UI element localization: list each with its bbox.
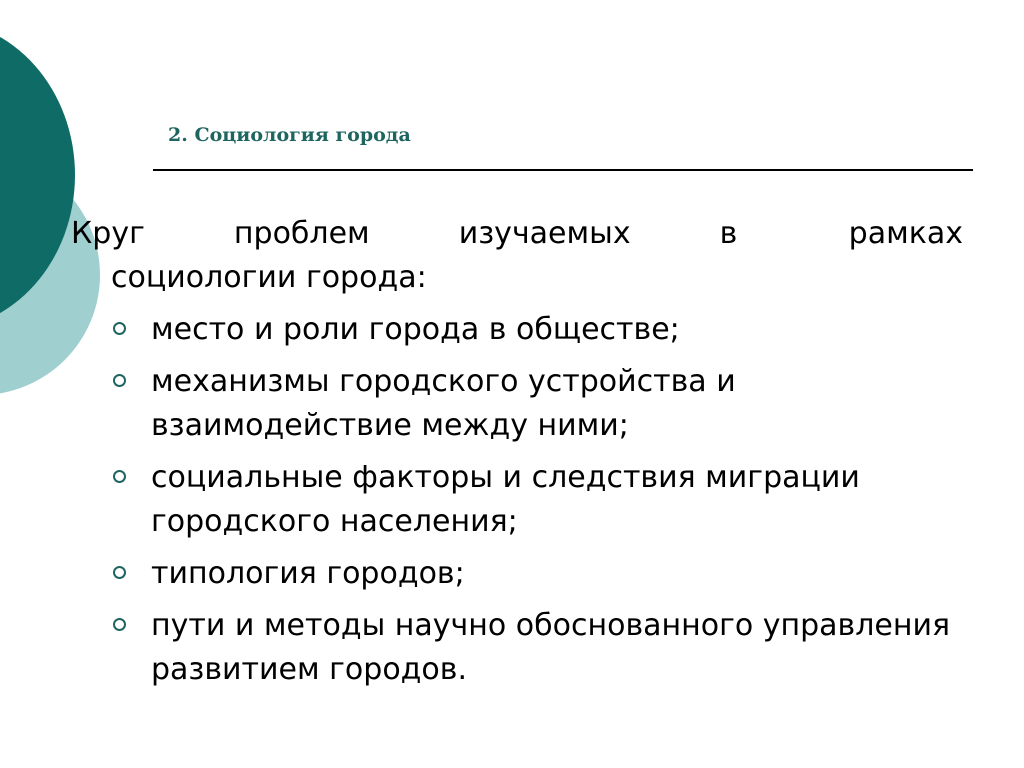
bullet-text: место и роли города в обществе; xyxy=(151,312,680,347)
intro-paragraph xyxy=(71,212,963,300)
intro-word: изучаемых xyxy=(458,216,631,251)
bullet-text: пути и методы научно обоснованного управления развитием городов. xyxy=(151,608,951,687)
hollow-circle-icon xyxy=(113,566,126,579)
bullet-item xyxy=(111,456,963,544)
bullet-item xyxy=(111,552,963,596)
bullet-item xyxy=(111,360,963,448)
hollow-circle-icon xyxy=(113,374,126,387)
bullet-list xyxy=(111,308,963,692)
intro-line-2: социологии города: xyxy=(111,260,427,295)
intro-word: рамках xyxy=(848,216,963,251)
hollow-circle-icon xyxy=(113,618,126,631)
hollow-circle-icon xyxy=(113,322,126,335)
intro-word: проблем xyxy=(233,216,370,251)
bullet-text: типология городов; xyxy=(151,556,465,591)
slide-body xyxy=(71,212,963,692)
bullet-item xyxy=(111,604,963,692)
slide-title: 2. Социология города xyxy=(168,124,411,146)
title-divider xyxy=(153,169,973,171)
bullet-text: социальные факторы и следствия миграции городского населения; xyxy=(151,460,860,539)
intro-word: Круг xyxy=(71,216,145,251)
bullet-item xyxy=(111,308,963,352)
hollow-circle-icon xyxy=(113,470,126,483)
bullet-text: механизмы городского устройства и взаимодействие между ними; xyxy=(151,364,736,443)
intro-line-1: Круг проблем изучаемых в рамках xyxy=(111,212,963,256)
